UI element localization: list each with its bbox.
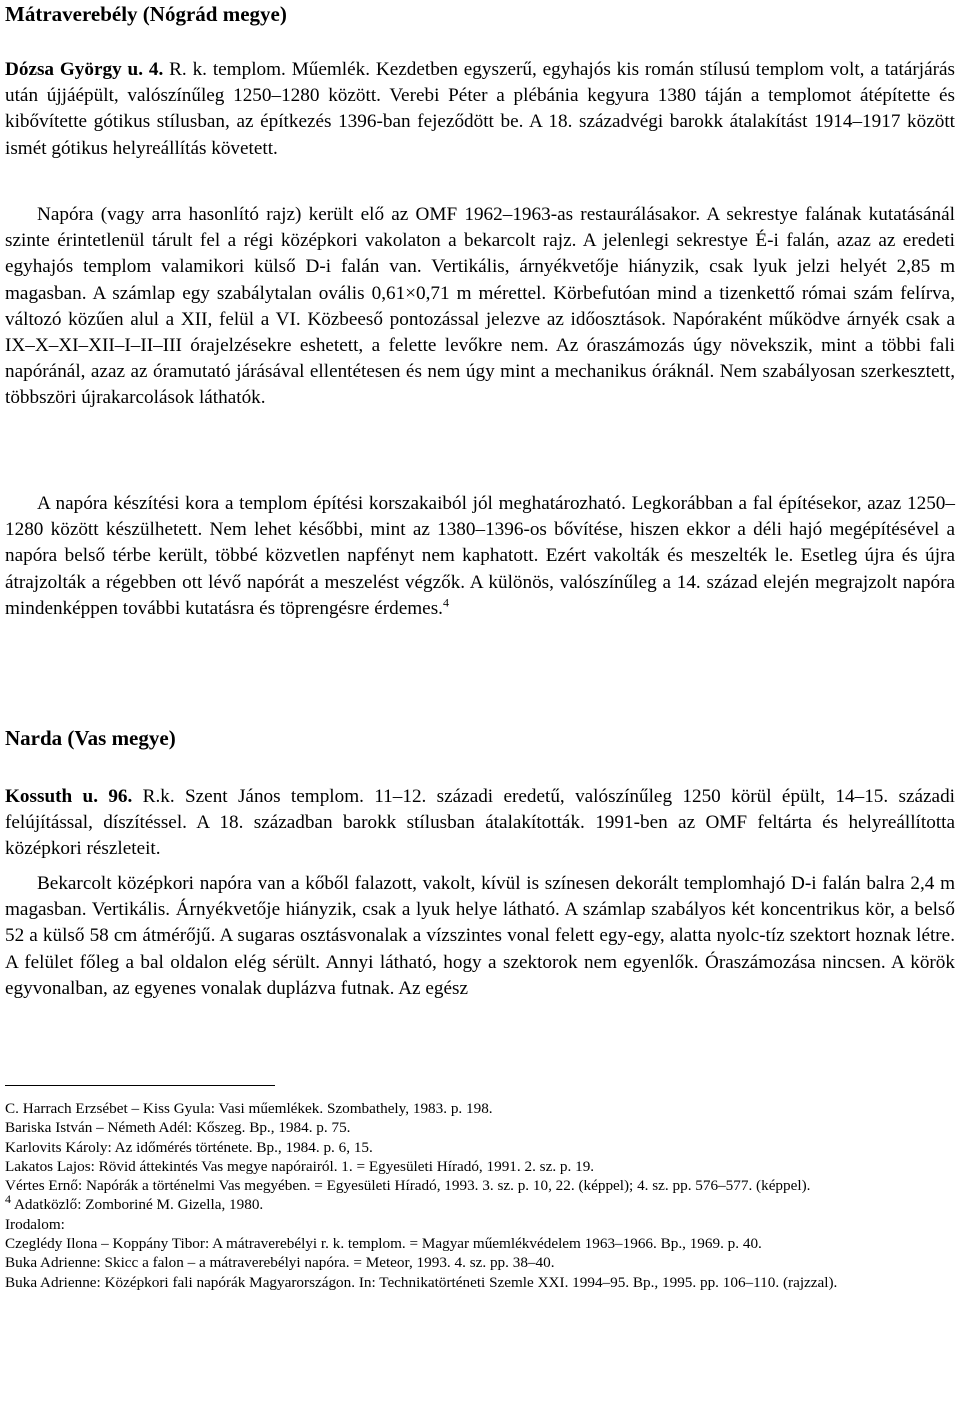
paragraph-matraverebely-intro (5, 57, 955, 162)
paragraph-matraverebely-dating (5, 491, 955, 622)
paragraph-text: R.k. Szent János templom. 11–12. századi eredetű, valószínűleg 1250 körül épült, 14–15. századi felújítással, díszítéssel. A 18. században barokk stílusban átalakították. 1991-ben az OMF feltárta és helyreállította középkori részleteit. (5, 786, 955, 860)
footnotes (5, 1099, 955, 1292)
address-bold: Dózsa György u. 4. (5, 59, 164, 80)
paragraph-matraverebely-sundial: Napóra (vagy arra hasonlító rajz) került elő az OMF 1962–1963-as restaurálásakor. A sekrestye falának kutatásánál szinte érintetlenül tárult fel a régi középkori vakolaton a bekarcolt rajz. A jelenlegi sekrestye É-i falán, azaz az eredeti egyhajós templom valamikori külső D-i falán van. Vertikális, árnyékvetője hiányzik, csak lyuk jelzi helyét 2,85 m magasban. A számlap egy szabálytalan ovális 0,61×0,71 m mérettel. Körbefutóan mind a tizenkettő római szám felírva, változó közűen alul a XII, felül a VI. Közbeeső pontozással jelezve az időosztások. Napóraként működve árnyék csak a IX–X–XI–XII–I–II–III órajelzésekre eshetett, a felette levőkre nem. Az óraszámozás úgy növekszik, mint a többi fali napóránál, azaz az óramutató járásával ellentétesen és nem úgy mint a mechanikus óráknál. Nem szabályosan szerkesztett, többszöri újrakarcolások láthatók. (5, 204, 955, 409)
paragraph-narda-sundial: Bekarcolt középkori napóra van a kőből falazott, vakolt, kívül is színesen dekorált templomhajó D-i falán balra 2,4 m magasban. Vertikális. Árnyékvetője hiányzik, csak a lyuk helye látható. A számlap szabályos két koncentrikus kör, a belső 52 a külső 58 cm átmérőjű. A sugaras osztásvonalak a vízszintes vonal felett egy-egy, alatta nyolc-tíz szektort hoznak létre. A felület főleg a bal oldalon elég sérült. Annyi látható, hogy a szektorok nem egyenlők. Óraszámozása nincsen. A körök egyvonalban, az egyenes vonalak duplázva futnak. Az egész (5, 873, 955, 999)
footnote-line: Vértes Ernő: Napórák a történelmi Vas megyében. = Egyesületi Híradó, 1993. 3. sz. p. 10, 22. (képpel); 4. sz. pp. 576–577. (képpel). (5, 1177, 811, 1195)
footnote-ref: 4 (442, 595, 449, 610)
paragraph-narda-intro (5, 784, 955, 863)
footnote-line: Lakatos Lajos: Rövid áttekintés Vas megye napórairól. 1. = Egyesületi Híradó, 1991. 2. sz. p. 19. (5, 1157, 595, 1175)
section-title-matraverebely: Mátraverebély (Nógrád megye) (5, 2, 287, 26)
footnote-line: Buka Adrienne: Középkori fali napórák Magyarországon. In: Technikatörténeti Szemle XXI. 1994–95. Bp., 1995. pp. 106–110. (rajzzal). (5, 1273, 838, 1291)
footnote-line: Buka Adrienne: Skicc a falon – a mátraverebélyi napóra. = Meteor, 1993. 4. sz. pp. 38–40. (5, 1254, 555, 1272)
footnote-line: Karlovits Károly: Az időmérés története. Bp., 1984. p. 6, 15. (5, 1138, 373, 1156)
footnote-divider (5, 1085, 275, 1086)
paragraph-text: A napóra készítési kora a templom építési korszakaiból jól meghatározható. Legkorábban a fal építésekor, azaz 1250–1280 között készülhetett. Nem lehet későbbi, mint az 1380–1396-os bővítése, hiszen ekkor a déli hajó megépítésével a napóra belső térbe került, többé közvetlen napfényt nem kaphatott. Ezért vakolták és meszelték le. Esetleg újra és újra átrajzolták a régebben ott lévő napórát a meszelést végzők. A különös, valószínűleg a 14. század elején megrajzolt napóra mindenképpen további kutatásra és töprengésre érdemes. (5, 493, 955, 619)
address-bold: Kossuth u. 96. (5, 786, 133, 807)
footnote-line: Czeglédy Ilona – Koppány Tibor: A mátraverebélyi r. k. templom. = Magyar műemlékvédelem 1963–1966. Bp., 1969. p. 40. (5, 1235, 762, 1253)
footnote-text: Adatközlő: Zomboriné M. Gizella, 1980. (11, 1196, 264, 1214)
footnote-line: C. Harrach Erzsébet – Kiss Gyula: Vasi műemlékek. Szombathely, 1983. p. 198. (5, 1100, 493, 1117)
section-title-narda: Narda (Vas megye) (5, 726, 176, 750)
footnote-line: Bariska István – Németh Adél: Kőszeg. Bp., 1984. p. 75. (5, 1119, 351, 1137)
literature-heading: Irodalom: (5, 1215, 65, 1233)
footnote-line (5, 1192, 955, 1214)
paragraph-text: R. k. templom. Műemlék. Kezdetben egyszerű, egyhajós kis román stílusú templom volt, a tatárjárás után újjáépült, valószínűleg 1250–1280 között. Verebi Péter a plébánia kegyura 1380 táján a templomot átépítette és kibővítette gótikus stílusban, az építkezés 1396-ban fejeződött be. A 18. századvégi barokk átalakítást 1914–1917 között ismét gótikus helyreállítás követett. (5, 59, 956, 159)
footnote-number: 4 (5, 1192, 11, 1207)
